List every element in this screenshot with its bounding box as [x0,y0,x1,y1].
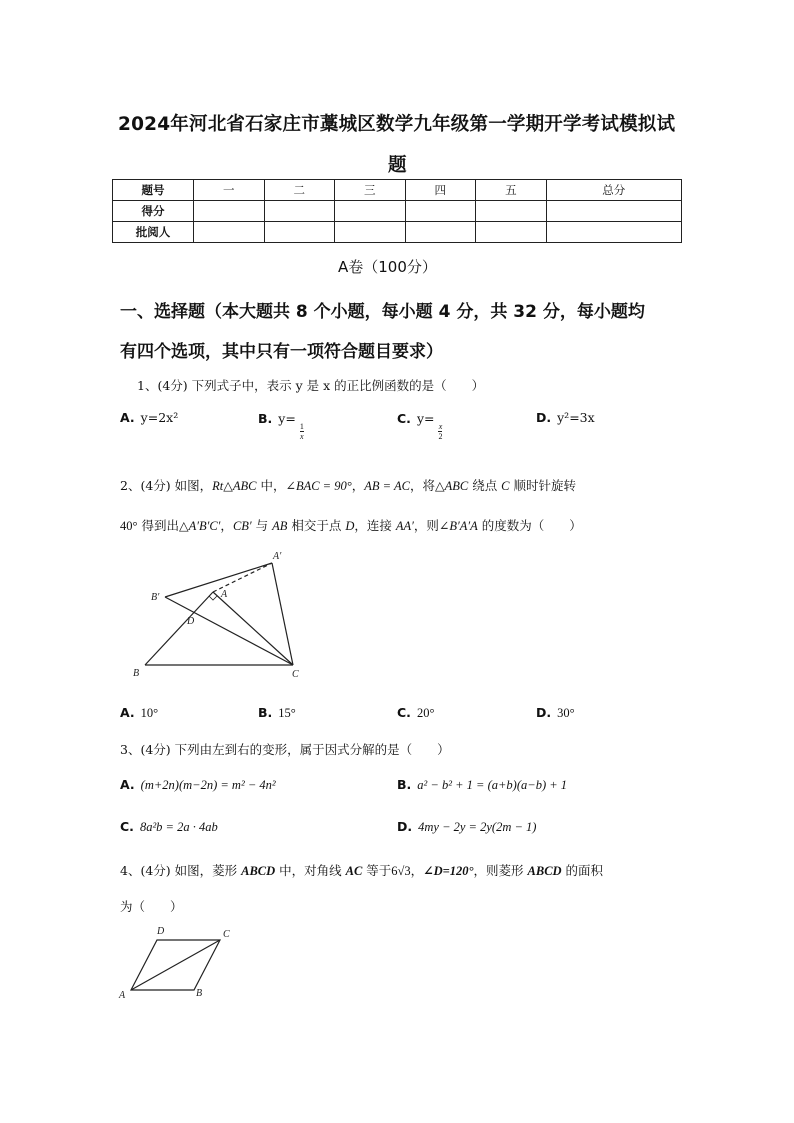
text: ，连接 [354,518,396,533]
option-letter: B. [397,777,412,792]
math: C [501,479,510,493]
option-text: 10° [140,706,159,720]
text: ， [220,518,233,533]
reviewer-cell[interactable] [546,222,681,243]
score-col-2: 二 [264,180,335,201]
q3-option-a[interactable] [120,777,276,793]
option-text: y²=3x [557,410,595,425]
q3-option-d[interactable] [397,819,536,835]
option-text: 20° [416,706,435,720]
option-text: y=2x² [140,410,179,425]
reviewer-cell[interactable] [335,222,406,243]
score-col-label: 题号 [113,180,194,201]
question-2-stem [120,476,576,494]
score-row-label: 得分 [113,201,194,222]
option-letter: D. [536,705,552,720]
q3-option-b[interactable] [397,777,567,793]
math: ABCD [241,864,276,878]
label-a: A [119,990,126,1001]
math: ABCD [527,864,562,878]
score-cell[interactable] [405,201,476,222]
option-text: a² − b² + 1 = (a+b)(a−b) + 1 [417,778,568,792]
q1-option-d[interactable] [536,410,595,425]
math: △A′B′C′ [178,519,221,533]
option-text: y= [278,411,296,426]
score-table [112,179,682,243]
option-letter: A. [120,705,135,720]
math: 40° [120,519,138,533]
segment-a1c [272,563,293,665]
option-text: y= [416,411,435,426]
score-table-header-row [113,180,682,201]
math: AB [272,519,288,533]
q1-option-a[interactable] [120,410,178,425]
math: AB = AC [364,479,410,493]
option-letter: A. [120,777,135,792]
q2-option-c[interactable] [397,705,434,721]
math: △ABC [434,479,469,493]
text: ，将 [409,478,435,493]
text: ，则菱形 [473,863,528,878]
q3-option-c[interactable] [120,819,218,835]
text: 中，对角线 [275,863,346,878]
text: 的度数为（ ） [477,518,582,533]
text: 绕点 [468,478,502,493]
math: AA′ [395,519,414,533]
reviewer-cell[interactable] [476,222,547,243]
numerator: 1 [299,422,304,431]
label-b-prime: B′ [151,592,160,603]
option-text: 15° [278,706,296,720]
reviewer-cell[interactable] [405,222,476,243]
label-c: C [292,669,299,680]
q4-rhombus-figure [115,922,245,1004]
question-2-stem-continued [120,516,582,534]
text: ， [410,863,424,878]
math: ∠D=120° [423,864,474,878]
q2-triangle-figure [125,545,315,685]
question-3-stem: 3、(4分) 下列由左到右的变形，属于因式分解的是（ ） [120,742,450,757]
math: ∠B′A′A [438,519,478,533]
fraction [438,422,442,441]
label-d: D [157,926,165,937]
text: ， [351,478,365,493]
text: 4、(4分) 如图，菱形 [120,863,242,878]
option-text: 8a²b = 2a · 4ab [139,820,218,834]
label-d: D [187,616,195,627]
text: 2、(4分) 如图， [120,478,213,493]
numerator: x [438,422,443,431]
reviewer-row [113,222,682,243]
segment-aa1-dashed [213,563,272,592]
math: CB′ [232,519,252,533]
option-letter: C. [397,411,411,426]
denominator: 2 [438,432,443,441]
q2-option-d[interactable] [536,705,575,721]
right-angle-mark [209,596,217,600]
text: 中， [256,478,286,493]
text: 顺时针旋转 [509,478,576,493]
math: Rt△ABC [212,479,257,493]
q1-option-c[interactable] [397,410,443,441]
q2-option-a[interactable] [120,705,158,721]
option-letter: B. [258,411,273,426]
question-1-stem: 1、(4分) 下列式子中，表示 y 是 x 的正比例函数的是（ ） [137,378,485,393]
question-4-stem-continued: 为（ ） [120,899,183,914]
text: 相交于点 [287,518,346,533]
fraction [300,422,304,441]
score-cell[interactable] [476,201,547,222]
math: ∠BAC = 90° [285,479,352,493]
text: 的面积 [561,863,604,878]
label-b: B [133,668,140,679]
volume-heading: A卷（100分） [338,258,437,276]
option-letter: B. [258,705,273,720]
text: 等于 [362,863,392,878]
score-col-1: 一 [194,180,265,201]
q2-option-b[interactable] [258,705,296,721]
reviewer-cell[interactable] [194,222,265,243]
score-row [113,201,682,222]
label-b: B [196,988,203,999]
score-col-total: 总分 [546,180,681,201]
q1-option-b[interactable] [258,410,304,441]
text: 与 [251,518,273,533]
math: 6√3 [391,864,411,878]
score-cell[interactable] [546,201,681,222]
denominator: x [300,432,304,441]
option-text: 30° [557,706,575,720]
option-letter: D. [536,410,552,425]
score-cell[interactable] [335,201,406,222]
label-a-prime: A′ [273,551,282,562]
reviewer-cell[interactable] [264,222,335,243]
text: ，则 [413,518,439,533]
score-col-5: 五 [476,180,547,201]
reviewer-row-label: 批阅人 [113,222,194,243]
math: AC [345,864,363,878]
score-col-3: 三 [335,180,406,201]
option-text: 4my − 2y = 2y(2m − 1) [418,820,537,834]
page-title: 2024年河北省石家庄市藁城区数学九年级第一学期开学考试模拟试 [118,114,676,135]
option-letter: D. [397,819,413,834]
section-heading: 一、选择题（本大题共 8 个小题，每小题 4 分，共 32 分，每小题均 [120,302,645,322]
segment-b1a1 [165,563,272,597]
score-cell[interactable] [194,201,265,222]
math: D [345,519,355,533]
option-letter: A. [120,410,135,425]
label-c: C [223,929,230,940]
score-cell[interactable] [264,201,335,222]
question-4-stem [120,861,603,879]
section-heading-continued: 有四个选项，其中只有一项符合题目要求） [120,342,443,362]
page-title-continued: 题 [388,155,407,176]
text: 得到出 [137,518,179,533]
option-text: (m+2n)(m−2n) = m² − 4n² [140,778,276,792]
label-a: A [221,589,228,600]
option-letter: C. [120,819,134,834]
option-letter: C. [397,705,411,720]
score-col-4: 四 [405,180,476,201]
